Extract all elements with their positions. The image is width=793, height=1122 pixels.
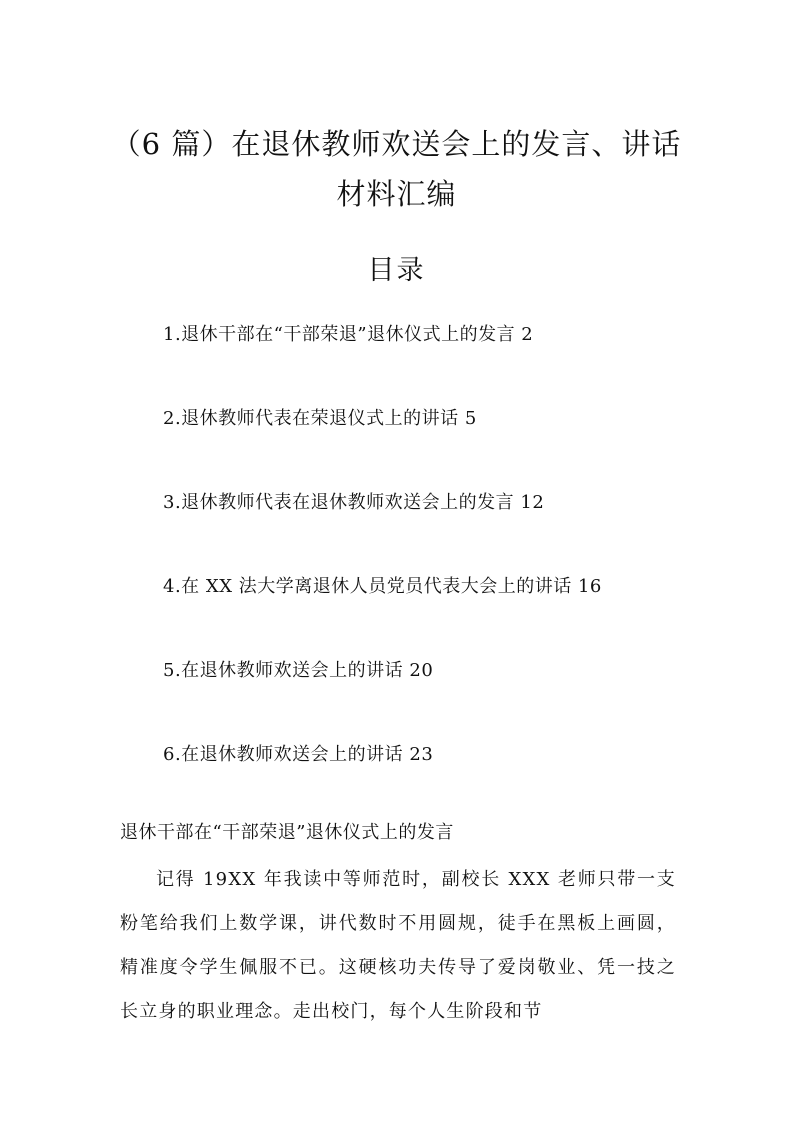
toc-item-6[interactable]: 6.在退休教师欢送会上的讲话 23 [163,744,434,765]
toc-heading: 目录 [367,255,426,286]
document-title-line-1: （6 篇）在退休教师欢送会上的发言、讲话 [111,127,682,161]
document-title-line-2: 材料汇编 [336,177,457,211]
toc-list [163,320,602,824]
toc-item-4[interactable]: 4.在 XX 法大学离退休人员党员代表大会上的讲话 16 [163,576,602,597]
toc-item-5[interactable]: 5.在退休教师欢送会上的讲话 20 [163,660,434,681]
toc-item-1[interactable]: 1.退休干部在“干部荣退”退休仪式上的发言 2 [163,324,534,345]
toc-item-2[interactable]: 2.退休教师代表在荣退仪式上的讲话 5 [163,408,477,429]
toc-item-3[interactable]: 3.退休教师代表在退休教师欢送会上的发言 12 [163,492,545,513]
section-title: 退休干部在“干部荣退”退休仪式上的发言 [120,822,454,843]
body-paragraph: 记得 19XX 年我读中等师范时，副校长 XXX 老师只带一支粉笔给我们上数学课，讲代数时不用圆规，徒手在黑板上画圆，精准度令学生佩服不已。这硬核功夫传导了爱岗敬业、凭一技之长立身的职业理念。走出校门，每个人生阶段和节 [120,869,676,1022]
